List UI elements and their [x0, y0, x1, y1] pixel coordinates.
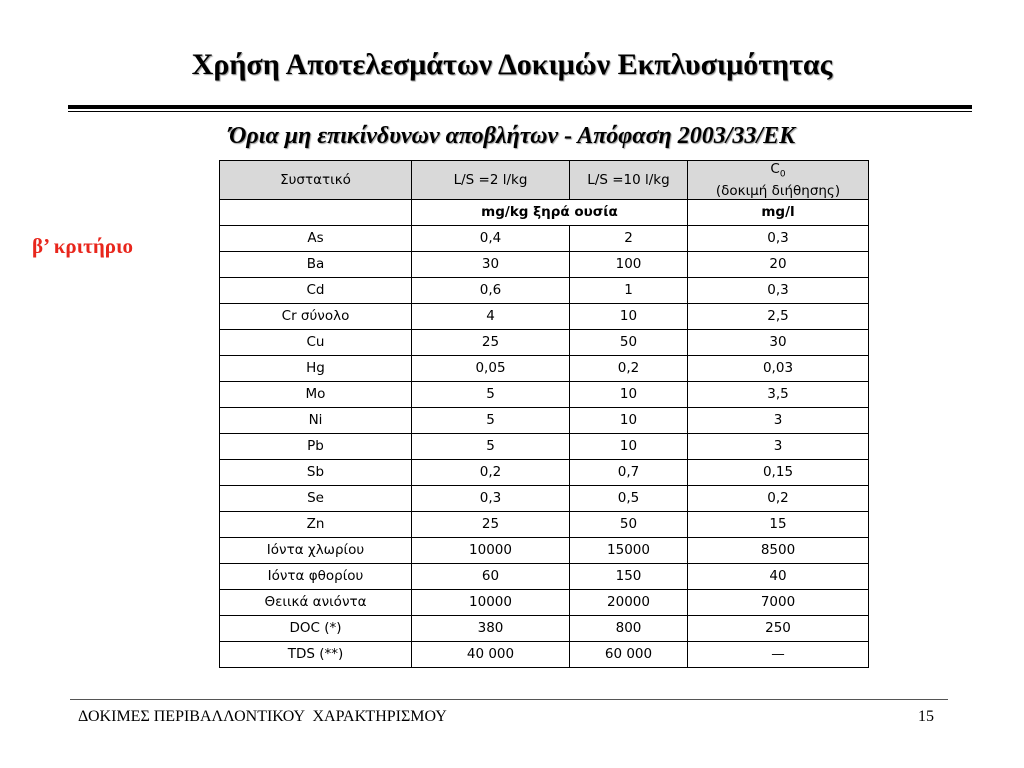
- cell-ls10: 20000: [570, 589, 688, 615]
- cell-component: Mo: [220, 381, 412, 407]
- units-empty-cell: [220, 199, 412, 225]
- table-row: [220, 303, 869, 329]
- cell-component: Se: [220, 485, 412, 511]
- title-divider-thin: [68, 111, 972, 112]
- criterion-label: β’ κριτήριο: [32, 234, 134, 258]
- cell-c0: 7000: [688, 589, 869, 615]
- table-row: [220, 277, 869, 303]
- header-ls2: L/S =2 l/kg: [412, 161, 570, 200]
- cell-c0: 0,03: [688, 355, 869, 381]
- table-row: [220, 433, 869, 459]
- header-c0-note: (δοκιμή διήθησης): [715, 182, 841, 199]
- cell-ls2: 380: [412, 615, 570, 641]
- cell-ls2: 0,6: [412, 277, 570, 303]
- cell-ls2: 40 000: [412, 641, 570, 667]
- cell-ls10: 0,2: [570, 355, 688, 381]
- header-c0-symbol: C: [770, 161, 780, 177]
- units-liquid: mg/l: [688, 199, 869, 225]
- table-row: [220, 485, 869, 511]
- table-row: [220, 615, 869, 641]
- cell-component: Cu: [220, 329, 412, 355]
- cell-ls2: 5: [412, 433, 570, 459]
- cell-component: Zn: [220, 511, 412, 537]
- cell-component: Θειικά ανιόντα: [220, 589, 412, 615]
- table-header-row: [220, 161, 869, 200]
- cell-c0: 8500: [688, 537, 869, 563]
- cell-c0: 15: [688, 511, 869, 537]
- cell-ls10: 15000: [570, 537, 688, 563]
- cell-ls10: 10: [570, 381, 688, 407]
- cell-ls2: 25: [412, 329, 570, 355]
- cell-ls2: 5: [412, 381, 570, 407]
- cell-ls2: 0,4: [412, 225, 570, 251]
- cell-ls10: 2: [570, 225, 688, 251]
- table-row: [220, 641, 869, 667]
- cell-ls2: 0,3: [412, 485, 570, 511]
- cell-c0: 3: [688, 433, 869, 459]
- cell-component: Ba: [220, 251, 412, 277]
- cell-ls10: 10: [570, 407, 688, 433]
- cell-ls10: 800: [570, 615, 688, 641]
- cell-c0: 0,2: [688, 485, 869, 511]
- cell-component: As: [220, 225, 412, 251]
- cell-component: Cd: [220, 277, 412, 303]
- cell-c0: 40: [688, 563, 869, 589]
- cell-component: Sb: [220, 459, 412, 485]
- cell-ls10: 10: [570, 433, 688, 459]
- cell-c0: 0,15: [688, 459, 869, 485]
- header-c0: [688, 161, 869, 200]
- slide-subtitle: Όρια μη επικίνδυνων αποβλήτων - Απόφαση 2003/33/ΕΚ: [228, 123, 796, 149]
- table-row: [220, 537, 869, 563]
- cell-ls10: 60 000: [570, 641, 688, 667]
- cell-ls2: 10000: [412, 537, 570, 563]
- cell-c0: 30: [688, 329, 869, 355]
- cell-ls10: 50: [570, 511, 688, 537]
- cell-ls10: 50: [570, 329, 688, 355]
- page-number: 15: [918, 708, 934, 725]
- table-row: [220, 407, 869, 433]
- units-row: [220, 199, 869, 225]
- slide-title: Χρήση Αποτελεσμάτων Δοκιμών Εκπλυσιμότητας: [191, 48, 833, 81]
- table-row: [220, 459, 869, 485]
- header-c0-subscript: 0: [779, 169, 786, 180]
- table-row: [220, 589, 869, 615]
- cell-ls10: 0,7: [570, 459, 688, 485]
- cell-c0: 0,3: [688, 225, 869, 251]
- table-row: [220, 563, 869, 589]
- cell-component: Cr σύνολο: [220, 303, 412, 329]
- cell-c0: 3,5: [688, 381, 869, 407]
- cell-ls10: 100: [570, 251, 688, 277]
- cell-c0: 0,3: [688, 277, 869, 303]
- table-row: [220, 355, 869, 381]
- cell-component: DOC (*): [220, 615, 412, 641]
- cell-ls10: 1: [570, 277, 688, 303]
- table-row: [220, 225, 869, 251]
- cell-component: TDS (**): [220, 641, 412, 667]
- cell-ls2: 60: [412, 563, 570, 589]
- cell-ls2: 30: [412, 251, 570, 277]
- cell-c0: —: [688, 641, 869, 667]
- cell-ls2: 5: [412, 407, 570, 433]
- cell-c0: 3: [688, 407, 869, 433]
- units-dry: mg/kg ξηρά ουσία: [412, 199, 688, 225]
- cell-ls10: 10: [570, 303, 688, 329]
- header-ls10: L/S =10 l/kg: [570, 161, 688, 200]
- cell-component: Ιόντα φθορίου: [220, 563, 412, 589]
- cell-ls10: 150: [570, 563, 688, 589]
- cell-component: Pb: [220, 433, 412, 459]
- cell-component: Ni: [220, 407, 412, 433]
- cell-c0: 20: [688, 251, 869, 277]
- cell-ls2: 4: [412, 303, 570, 329]
- limits-table: [219, 160, 869, 668]
- cell-component: Hg: [220, 355, 412, 381]
- title-divider-thick: [68, 105, 972, 109]
- cell-c0: 2,5: [688, 303, 869, 329]
- table-row: [220, 329, 869, 355]
- cell-ls2: 10000: [412, 589, 570, 615]
- header-component: Συστατικό: [220, 161, 412, 200]
- cell-c0: 250: [688, 615, 869, 641]
- cell-component: Ιόντα χλωρίου: [220, 537, 412, 563]
- table-row: [220, 381, 869, 407]
- cell-ls2: 0,2: [412, 459, 570, 485]
- cell-ls2: 25: [412, 511, 570, 537]
- cell-ls2: 0,05: [412, 355, 570, 381]
- table-row: [220, 511, 869, 537]
- footer-divider: [70, 699, 948, 700]
- cell-ls10: 0,5: [570, 485, 688, 511]
- footer-text: ΔΟΚΙΜΕΣ ΠΕΡΙΒΑΛΛΟΝΤΙΚΟΥ ΧΑΡΑΚΤΗΡΙΣΜΟΥ: [78, 708, 447, 725]
- table-row: [220, 251, 869, 277]
